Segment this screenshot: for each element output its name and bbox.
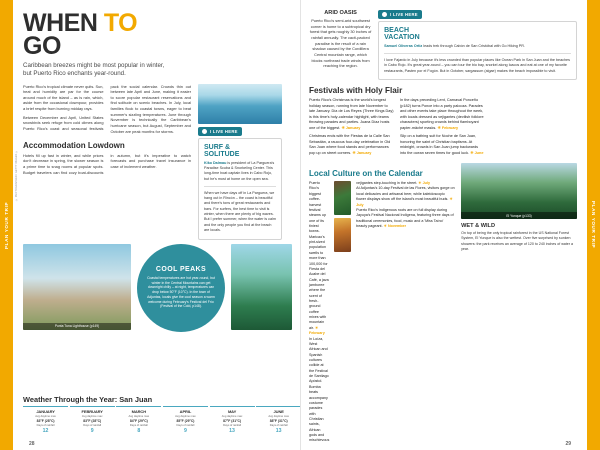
weather-month xyxy=(256,406,300,437)
festival-paragraph-3 xyxy=(400,98,485,131)
wet-wild-body: On top of being the only tropical rainforest in the US National Forest System, El Yunque is also the wettest. Over five surprised by sunken showers: the park receives an average of 120 to 240 inches of water a year. xyxy=(461,231,573,251)
weather-month-name: MARCH xyxy=(131,409,146,414)
wet-wild-heading: WET & WILD xyxy=(461,223,495,230)
local-col-1 xyxy=(309,181,329,444)
photo-credit-left: © PHOTOGRAPHER / GETTY IMAGES © xyxy=(15,150,18,202)
cool-peaks-row xyxy=(23,244,292,332)
surf-card-attribution xyxy=(204,161,276,182)
left-page xyxy=(13,0,300,450)
local-col-3 xyxy=(356,181,455,444)
festival-month-1: ☀ January xyxy=(341,125,361,130)
festivals-heading: Festivals with Holy Flair xyxy=(309,86,403,96)
arid-heading: ARID OASIS xyxy=(324,10,357,16)
weather-rain-label: Days of rainfall xyxy=(83,423,102,427)
weather-high-label: Avg daytime max xyxy=(175,415,196,418)
side-tab-left[interactable] xyxy=(0,0,13,450)
arid-body: Puerto Rico's semi-arid southwest corner is home to a subtropical dry forest that gets roughly 30 inches of rainfall annually. The cacti-packed paradise is the result of a rain shadow caused by the Cordillera Central mountain range, which blocks northeast trade winds from reaching the region. xyxy=(309,18,372,69)
festival-paragraph-4 xyxy=(400,134,485,156)
local-paragraph-2 xyxy=(309,337,329,444)
weather-rain-value: 13 xyxy=(275,428,282,434)
weather-month xyxy=(210,406,255,437)
local-month-3: ☀ July xyxy=(356,197,453,207)
beach-card-divider xyxy=(384,53,571,54)
side-tab-right[interactable] xyxy=(587,0,600,450)
left-page-content xyxy=(13,0,300,332)
festival-month-3-label: February xyxy=(441,125,459,130)
local-paragraph-4 xyxy=(356,208,455,229)
weather-high-value: 85°F (29°C) xyxy=(176,418,195,423)
cool-peaks-body: Coastal temperatures are hot year-round, but winter in the Central Mountains can get downright chilly – at night, temperatures can drop below 50°F (10°C). In the town of Adjuntas, locals give the cool season a warm welcome during February's Festival del Frío (Festival of the Cold, p148). xyxy=(147,275,215,309)
surf-photo xyxy=(198,84,282,124)
page-title xyxy=(23,9,171,60)
surf-card xyxy=(198,138,282,240)
local-paragraph-1 xyxy=(309,181,329,336)
yunque-photo xyxy=(461,163,577,219)
festival-month-3: ☀ February xyxy=(437,125,459,130)
weather-month xyxy=(23,406,68,437)
accommodation-columns xyxy=(23,153,191,176)
weather-high-label: Avg daytime max xyxy=(268,415,289,418)
weather-rain-value: 8 xyxy=(137,428,141,434)
local-text-2: In Loíza, West African and Spanish cultures collide at the Festival de Santiago Apóstol. Bomba beats accompany costume parades with Christian saints, African gods and mischievous xyxy=(309,336,330,443)
location-pin-icon-right xyxy=(382,12,387,17)
surf-card-person-bio: is president of La Parguera's Paradise Scuba & Snorkeling Center. This long-time boat captain lives in Cabo Rojo, but he's most at home on the open sea. xyxy=(204,160,275,181)
weather-high-value: 83°F (28°C) xyxy=(83,418,102,423)
hero-row xyxy=(23,9,292,78)
live-here-badge-right-label: I LIVE HERE xyxy=(390,12,418,17)
weather-high-value: 83°F (28°C) xyxy=(36,418,55,423)
spread-body xyxy=(13,0,587,450)
weather-month xyxy=(116,406,161,437)
local-month-4: ☀ November xyxy=(383,224,407,228)
surf-sidebar xyxy=(198,84,282,240)
weather-month xyxy=(163,406,208,437)
intro-paragraph-1: Puerto Rico's tropical climate never quits. Sun, heat and humidity are par for the course around much of the island – as is rain, which, aside from the occasional downpour, provides a brief respite from burning midday rays. xyxy=(23,83,104,112)
arid-block xyxy=(309,10,372,80)
surf-card-heading xyxy=(204,144,276,158)
weather-rain-value: 12 xyxy=(42,428,49,434)
beach-card-heading xyxy=(384,27,571,41)
local-month-3-label: July xyxy=(356,202,364,207)
festival-band-photo xyxy=(334,218,351,252)
weather-months xyxy=(23,406,300,437)
local-text-3: At Adjuntas's 10-day Festival de las Flores, visitors gorge on local delicacies and artisanal beer, while kaleidoscopic flower displays show off the island's most beautiful buds. xyxy=(356,186,455,202)
hero-text xyxy=(23,9,171,78)
surf-card-heading-line2: SOLITUDE xyxy=(204,150,240,158)
intro-and-card-row xyxy=(23,84,292,240)
surf-card-heading-line1: SURF & xyxy=(204,143,231,151)
weather-month-name: JANUARY xyxy=(36,409,55,414)
weather-month-name: JUNE xyxy=(273,409,284,414)
weather-high-value: 84°F (29°C) xyxy=(129,418,148,423)
weather-rain-value: 9 xyxy=(183,428,187,434)
weather-rain-label: Days of rainfall xyxy=(176,423,195,427)
lighthouse-caption: Punta Tuna Lighthouse (p149) xyxy=(23,323,131,330)
festival-text-2: Christmas ends with the Fiestas de la Calle San Sebastián, a raucous four-day celebration in Old San Juan where food stands and performances pop up on street corners. xyxy=(309,134,391,155)
beach-card-quote: I love Fajardo in July because it's less crowded than popular places like Ocean Park in San Juan and the beaches in Cabo Rojo. It's great year-round – you can tour the bio bay, snorkel along Icacos and eat at one of my favorite restaurants, Pasten por el Fogón. But in October, sargassum (algae) makes the beach impossible to visit. xyxy=(384,58,570,73)
live-here-badge-right xyxy=(378,10,422,19)
festival-month-2: ☀ January xyxy=(352,150,372,155)
weather-high-label: Avg daytime max xyxy=(128,415,150,418)
intro-paragraph-2: Between December and April, United States snowbirds seek refuge from cold climes along Puerto Rico's coast and seasonal festivals pack the social calendar. Crowds thin out between late April and June, making it easier to score popular restaurant reservations and find solitude on scenic beaches. In July, local families flock to coastal towns, eager to beat summer's sizzling temperatures. June through November is technically the Caribbean's hurricane season, but August, September and October are peak months for storms. xyxy=(23,83,191,134)
beach-card-person: Samuel Oliveras Ortiz xyxy=(384,44,423,48)
intro-columns xyxy=(23,84,191,135)
weather-rain-label: Days of rainfall xyxy=(36,423,55,427)
tropic-photo xyxy=(231,244,292,330)
folio-left: 28 xyxy=(29,441,35,447)
local-row xyxy=(309,163,577,444)
local-text-1: Puerto Rico's biggest coffee-harvest festival steams up one of its tiniest towns. Maricao's pint-sized population swells to more than 100,000 for Fiesta del Acabe del Café, a java jamboree where the scent of fresh-ground coffee mixes with mountain air. xyxy=(309,181,329,330)
weather-rain-label: Days of rainfall xyxy=(269,423,288,427)
weather-high-value: 88°F (31°C) xyxy=(269,418,288,423)
festival-paragraph-1 xyxy=(309,98,394,131)
page-subtitle: Caribbean breezes might be most popular in winter, but Puerto Rico enchants year-round. xyxy=(23,62,165,77)
local-photo-col xyxy=(334,181,351,444)
local-month-1-label: February xyxy=(309,331,325,336)
festival-month-1-label: January xyxy=(345,125,361,130)
festival-text-4: Slip on a bathing suit for Noche de San Juan, honoring the saint of Christian baptisms. At midnight, crowds in San Juan jump backwards into the ocean seven times for good luck. xyxy=(400,134,479,155)
local-month-4-label: November xyxy=(387,224,407,228)
festival-paragraph-2 xyxy=(309,134,394,156)
local-text-4: Puerto Rico's indigenous roots are on full display during Jayuya's Festival Nacional Indígena, featuring three days of traditional ceremonies, food, music and a 'Miss Taíno' beauty pageant. xyxy=(356,207,454,228)
yunque-column xyxy=(461,163,577,444)
weather-high-label: Avg daytime max xyxy=(81,415,103,418)
local-month-2-label: July xyxy=(422,181,431,186)
weather-rain-value: 13 xyxy=(229,428,235,434)
yunque-caption: El Yunque (p133) xyxy=(461,212,577,219)
local-month-2: ☀ July xyxy=(418,181,431,186)
festival-month-2-label: January xyxy=(356,150,372,155)
local-paragraph-3 xyxy=(356,186,455,207)
local-section xyxy=(309,163,455,444)
weather-month-name: FEBRUARY xyxy=(81,409,103,414)
local-heading: Local Culture on the Calendar xyxy=(309,169,423,179)
weather-rain-value: 9 xyxy=(90,428,94,434)
beach-card xyxy=(378,21,577,80)
cool-peaks-title: COOL PEAKS xyxy=(155,265,207,273)
side-tab-right-label: PLAN YOUR TRIP xyxy=(591,201,596,249)
live-here-badge-right-wrap xyxy=(378,10,577,19)
weather-month-name: APRIL xyxy=(179,409,192,414)
location-pin-icon xyxy=(202,129,207,134)
live-here-badge-left-wrap xyxy=(198,127,282,136)
weather-heading: Weather Through the Year: San Juan xyxy=(23,395,153,404)
weather-high-value: 87°F (31°C) xyxy=(223,418,242,423)
beach-card-heading-line1: BEACH xyxy=(384,27,410,34)
coffee-photo xyxy=(334,181,351,215)
weather-month xyxy=(70,406,115,437)
accommodation-heading: Accommodation Lowdown xyxy=(23,140,125,150)
lighthouse-photo xyxy=(23,244,131,330)
beach-card-person-bio: leads trek through Cabón de San Cristóbal with Go Hiking PR. xyxy=(423,44,525,48)
live-here-badge-left-label: I LIVE HERE xyxy=(210,128,238,134)
intro-block xyxy=(23,84,191,240)
live-here-badge-left xyxy=(198,127,242,136)
weather-high-label: Avg daytime max xyxy=(35,415,56,418)
title-word-accent: TO xyxy=(103,9,138,37)
local-columns xyxy=(309,181,455,444)
local-text-2-cont: vejigantes step-touching in the street. xyxy=(356,181,418,186)
surf-card-person: Kiko Dalmau xyxy=(204,160,227,165)
local-month-1: ☀ February xyxy=(309,325,325,336)
surf-card-divider xyxy=(204,186,276,187)
right-top-row xyxy=(309,10,577,80)
cool-peaks-badge xyxy=(137,244,225,332)
weather-high-label: Avg daytime max xyxy=(221,415,243,418)
festivals-columns xyxy=(309,98,485,159)
title-word-1: WHEN xyxy=(23,9,98,37)
right-page-content xyxy=(301,0,587,444)
festival-text-3: In the days preceding Lent, Carnaval Ponceño (p182) turns Ponce into a party palooza. Parades and other events take place throughout the week, with locals dressed as vejigantes (devilish folklore characters) sporting crowds behind flamboyant papier-mâché masks. xyxy=(400,98,484,130)
right-page xyxy=(300,0,587,450)
weather-strip xyxy=(13,395,300,437)
festival-month-4-label: June xyxy=(474,150,484,155)
weather-rain-label: Days of rainfall xyxy=(223,423,241,427)
festival-text-1: Puerto Rico's Christmas is the world's longest holiday season, running from late November to late January. Día de Los Reyes (Three Kings Day) is this time's holy-calendar highlight, with teams throwing parades and parties. Juana Díaz hosts one of the biggest. xyxy=(309,98,394,130)
weather-rain-label: Days of rainfall xyxy=(129,423,148,427)
festivals-section xyxy=(309,86,485,159)
title-word-2: GO xyxy=(23,32,61,60)
surf-card-quote: When we have days off in La Parguera, we hang out in Rincón – the coast is beautiful and there's tons of great restaurants and bars. For surfers, the best time to visit is winter, when there are plenty of big waves. But I prefer summer, when the water is calm and the only people you find at the beach are locals. xyxy=(204,190,276,233)
weather-month-name: MAY xyxy=(227,409,237,414)
folio-right: 29 xyxy=(565,441,571,447)
accommodation-body: Hotels fill up fast in winter, and while prices don't decrease in spring, the slower season is a prime time to snag rooms at popular spots. Budget travelers can find cozy boat-discounts in autumn, but it's imperative to watch forecasts and purchase travel insurance in case of inclement weather. xyxy=(23,152,191,175)
festival-month-4: ☀ June xyxy=(470,150,484,155)
beach-sidebar xyxy=(378,10,577,80)
beach-card-attribution xyxy=(384,44,571,49)
side-tab-left-label: PLAN YOUR TRIP xyxy=(4,201,9,249)
beach-card-heading-line2: VACATION xyxy=(384,34,420,41)
